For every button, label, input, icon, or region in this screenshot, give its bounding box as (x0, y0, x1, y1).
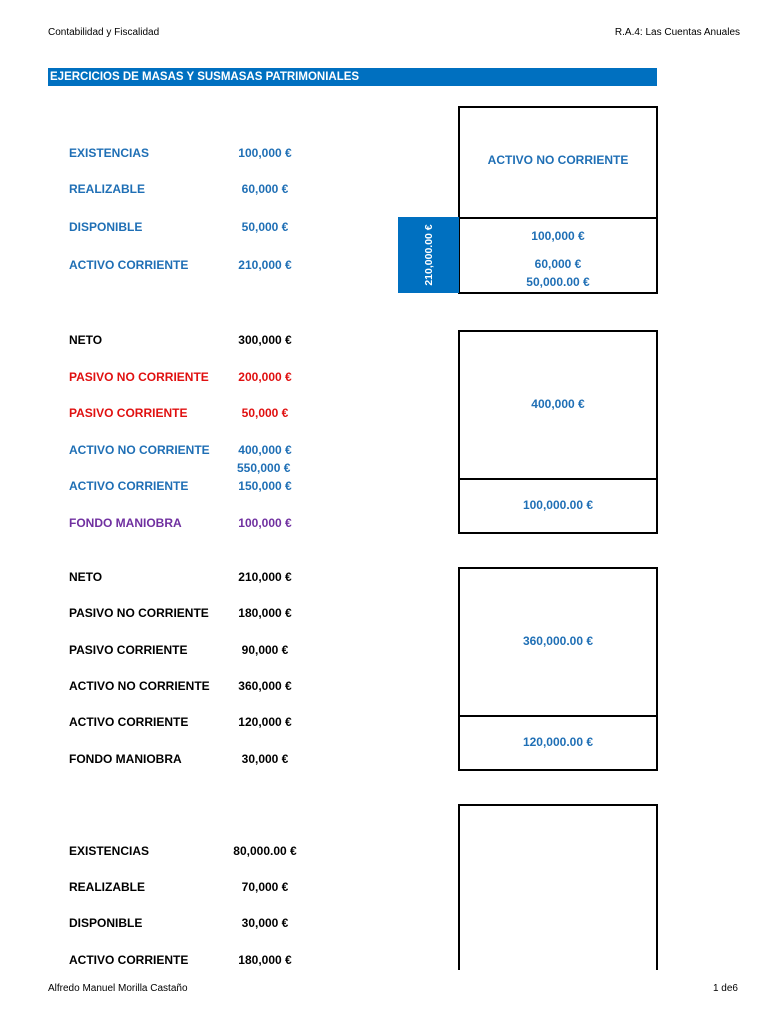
box-top-text: 360,000.00 € (522, 634, 594, 648)
box-top-text: ACTIVO NO CORRIENTE (487, 153, 629, 167)
row-label: EXISTENCIAS (69, 844, 150, 858)
balance-box-bottom (458, 478, 658, 534)
row-label: ACTIVO CORRIENTE (69, 258, 189, 272)
footer-author: Alfredo Manuel Morilla Castaño (48, 983, 188, 994)
row-value: 400,000 € (238, 443, 292, 457)
box-line: 60,000 € (534, 257, 582, 271)
row-value: 150,000 € (238, 479, 292, 493)
row-label: REALIZABLE (69, 880, 145, 894)
box-line: 50,000.00 € (526, 275, 590, 289)
row-value: 80,000.00 € (233, 844, 297, 858)
row-value: 120,000 € (238, 715, 292, 729)
page-title: EJERCICIOS DE MASAS Y SUSMASAS PATRIMONIALES (48, 68, 657, 86)
row-label: REALIZABLE (69, 182, 145, 196)
row-label: PASIVO CORRIENTE (69, 643, 188, 657)
row-value: 70,000 € (241, 880, 289, 894)
header-left: Contabilidad y Fiscalidad (48, 27, 160, 38)
balance-box-top (458, 567, 658, 717)
box-line: 100,000 € (531, 229, 585, 243)
side-total-bar (398, 217, 459, 293)
row-value: 90,000 € (241, 643, 289, 657)
row-value: 100,000 € (238, 146, 292, 160)
row-value: 60,000 € (241, 182, 289, 196)
extra-value: 550,000 € (237, 461, 291, 475)
row-label: PASIVO NO CORRIENTE (69, 606, 209, 620)
row-label: FONDO MANIOBRA (69, 516, 182, 530)
row-label: DISPONIBLE (69, 220, 143, 234)
row-value: 360,000 € (238, 679, 292, 693)
page-number: 1 de6 (712, 983, 738, 994)
row-label: ACTIVO CORRIENTE (69, 953, 189, 967)
row-label: ACTIVO NO CORRIENTE (69, 443, 210, 457)
row-label: FONDO MANIOBRA (69, 752, 182, 766)
row-value: 100,000 € (238, 516, 292, 530)
balance-box-bottom (458, 217, 658, 294)
box-top-text: 400,000 € (531, 397, 585, 411)
balance-box-top (458, 804, 658, 970)
row-value: 30,000 € (241, 916, 289, 930)
row-value: 200,000 € (238, 370, 292, 384)
row-value: 50,000 € (241, 220, 289, 234)
row-label: ACTIVO CORRIENTE (69, 479, 189, 493)
row-value: 30,000 € (241, 752, 289, 766)
row-label: NETO (69, 333, 103, 347)
row-value: 210,000 € (238, 258, 292, 272)
header-right: R.A.4: Las Cuentas Anuales (614, 27, 740, 38)
row-label: DISPONIBLE (69, 916, 143, 930)
side-total-text: 210,000.00 € (422, 224, 435, 286)
balance-box-top (458, 330, 658, 480)
row-value: 180,000 € (238, 606, 292, 620)
row-value: 50,000 € (241, 406, 289, 420)
row-value: 210,000 € (238, 570, 292, 584)
box-bottom-text: 120,000.00 € (522, 735, 594, 749)
row-label: ACTIVO NO CORRIENTE (69, 679, 210, 693)
balance-box-top (458, 106, 658, 219)
row-label: NETO (69, 570, 103, 584)
row-label: EXISTENCIAS (69, 146, 150, 160)
row-label: ACTIVO CORRIENTE (69, 715, 189, 729)
row-value: 180,000 € (238, 953, 292, 967)
box-bottom-text: 100,000.00 € (522, 498, 594, 512)
balance-box-bottom (458, 715, 658, 771)
row-value: 300,000 € (238, 333, 292, 347)
row-label: PASIVO NO CORRIENTE (69, 370, 209, 384)
row-label: PASIVO CORRIENTE (69, 406, 188, 420)
